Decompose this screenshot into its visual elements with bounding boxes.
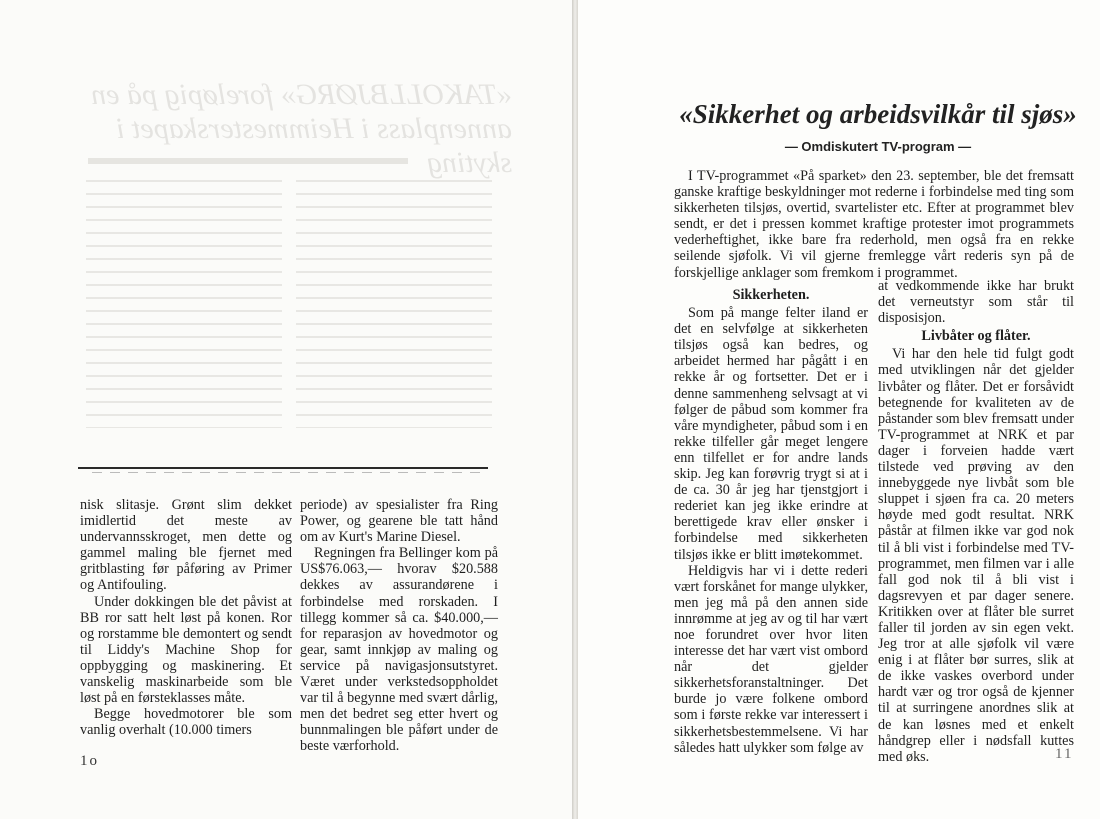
show-through-byline bbox=[88, 158, 408, 164]
paragraph: Vi har den hele tid fulgt godt med utviklingen når det gjelder livbåter og flåter. Det er forsåvidt betegnende for kvaliteten av de påstander som blev fremsatt under TV-programmet at NRK et par dager i forveien hadde vært tilstede ved prøving av den innebyggede nye livbåt som ble sluppet i sjøen fra ca. 20 meters høyde med godt resultat. NRK påstår at filmen ikke var god nok til å bli vist i forbindelse med TV-programmet, men filmen var i alle fall god nok til å bli vist i dagsrevyen et par dager senere. Kritikken over at flåter ble surret faller til jorden av sin egen vekt. Jeg tror at alle sjøfolk vil være enig i at flåter bør surres, slik at de ikke vaskes overbord under hardt vær og tror også de kjenner til at surringene anordnes slik at de kan løsnes med et enkelt håndgrep eller i nødsfall kuttes med øks. bbox=[878, 346, 1074, 765]
show-through-column bbox=[296, 180, 492, 428]
paragraph: Begge hovedmotorer ble som vanlig overhalt (10.000 timers bbox=[80, 706, 292, 739]
show-through-column bbox=[86, 180, 282, 428]
show-through-title: «TAKOLLBJØRG» foreløpig på en annenplass i Heimmesterskapet i skyting bbox=[91, 78, 512, 179]
left-column-2 bbox=[300, 497, 498, 755]
paragraph: Som på mange felter iland er det en selvfølge at sikkerheten tilsjøs også kan bedres, og arbeidet hermed har pågått i en rekke år og fortsetter. Det er i denne sammenheng selvsagt at vi følger de påbud som kommer fra våre myndigheter, påbud som i en rekke tilfeller går meget lengere enn tilfellet er for andre lands skip. Jeg kan forøvrig trygt si at i de ca. 30 år jeg har tjenstgjort i rederiet kan jeg ikke erindre at berettigede krav eller ønsker i forbindelse med sikkerheten tilsjøs ikke er blitt imøtekommet. bbox=[674, 305, 868, 563]
section-divider bbox=[78, 467, 488, 469]
left-column-1 bbox=[80, 497, 292, 738]
paragraph: Heldigvis har vi i dette rederi vært forskånet for mange ulykker, men jeg må på den annen side innrømme at jeg av og til har vært noe forundret over hvor liten interesse det har vært vist ombord når det gjelder sikkerhetsforanstaltninger. Det burde jo være folkene ombord som i første rekke var interessert i sikkerhetsbestemmelsene. Vi har således hatt ulykker som følge av bbox=[674, 562, 868, 756]
intro-paragraph: I TV-programmet «På sparket» den 23. september, ble det fremsatt ganske kraftige beskyldninger mot rederne i forbindelse med ting som sikkerheten tilsjøs, overtid, svartelister etc. Efter at programmet blev sendt, er det i pressen kommet kraftige protester imot programmets vederheftighet, ikke bare fra rederhold, men også fra en rekke seilende sjøfolk. Vi vil gjerne fremlegge vårt rederis syn på de forskjellige anklager som fremkom i programmet. bbox=[674, 168, 1074, 281]
right-column-2 bbox=[878, 278, 1074, 765]
right-column-1 bbox=[674, 285, 868, 756]
page-number-left: 1o bbox=[80, 753, 99, 769]
paragraph: at vedkommende ikke har brukt det verneutstyr som står til disposisjon. bbox=[878, 278, 1074, 327]
section-heading-lifeboats: Livbåter og flåter. bbox=[921, 328, 1031, 345]
section-divider-dashed bbox=[92, 472, 482, 473]
right-page bbox=[578, 0, 1100, 819]
page-number-right: 11 bbox=[1055, 746, 1074, 762]
paragraph: nisk slitasje. Grønt slim dekket imidlertid det meste av undervannsskroget, men dette og gammel maling ble fjernet med gritblasting før påføring av Primer og Antifouling. bbox=[80, 497, 292, 594]
article-title: «Sikkerhet og arbeidsvilkår til sjøs» bbox=[679, 99, 1077, 129]
article-subtitle: — Omdiskutert TV-program — bbox=[784, 139, 972, 154]
paragraph: Regningen fra Bellinger kom på US$76.063,— hvorav $20.588 dekkes av assurandørene i forbindelse med rorskaden. I tillegg kommer så ca. $40.000,— for reparasjon av hovedmotor og gear, samt innkjøp av maling og service på navigasjonsutstyret. Været under verkstedsoppholdet var til å begynne med svært dårlig, men det bedret seg etter hvert og bunnmalingen ble påført under de beste værforhold. bbox=[300, 545, 498, 755]
section-heading-safety: Sikkerheten. bbox=[732, 287, 810, 303]
paragraph: Under dokkingen ble det påvist at BB ror satt helt løst på konen. Ror og rorstamme ble demontert og sendt til Liddy's Machine Shop for oppbygging og maskinering. Et vanskelig maskinarbeide som ble løst på en førsteklasses måte. bbox=[80, 593, 292, 707]
paragraph: periode) av spesialister fra Ring Power, og gearene ble tatt hånd om av Kurt's Marine Diesel. bbox=[300, 497, 498, 546]
article-intro bbox=[674, 168, 1074, 281]
